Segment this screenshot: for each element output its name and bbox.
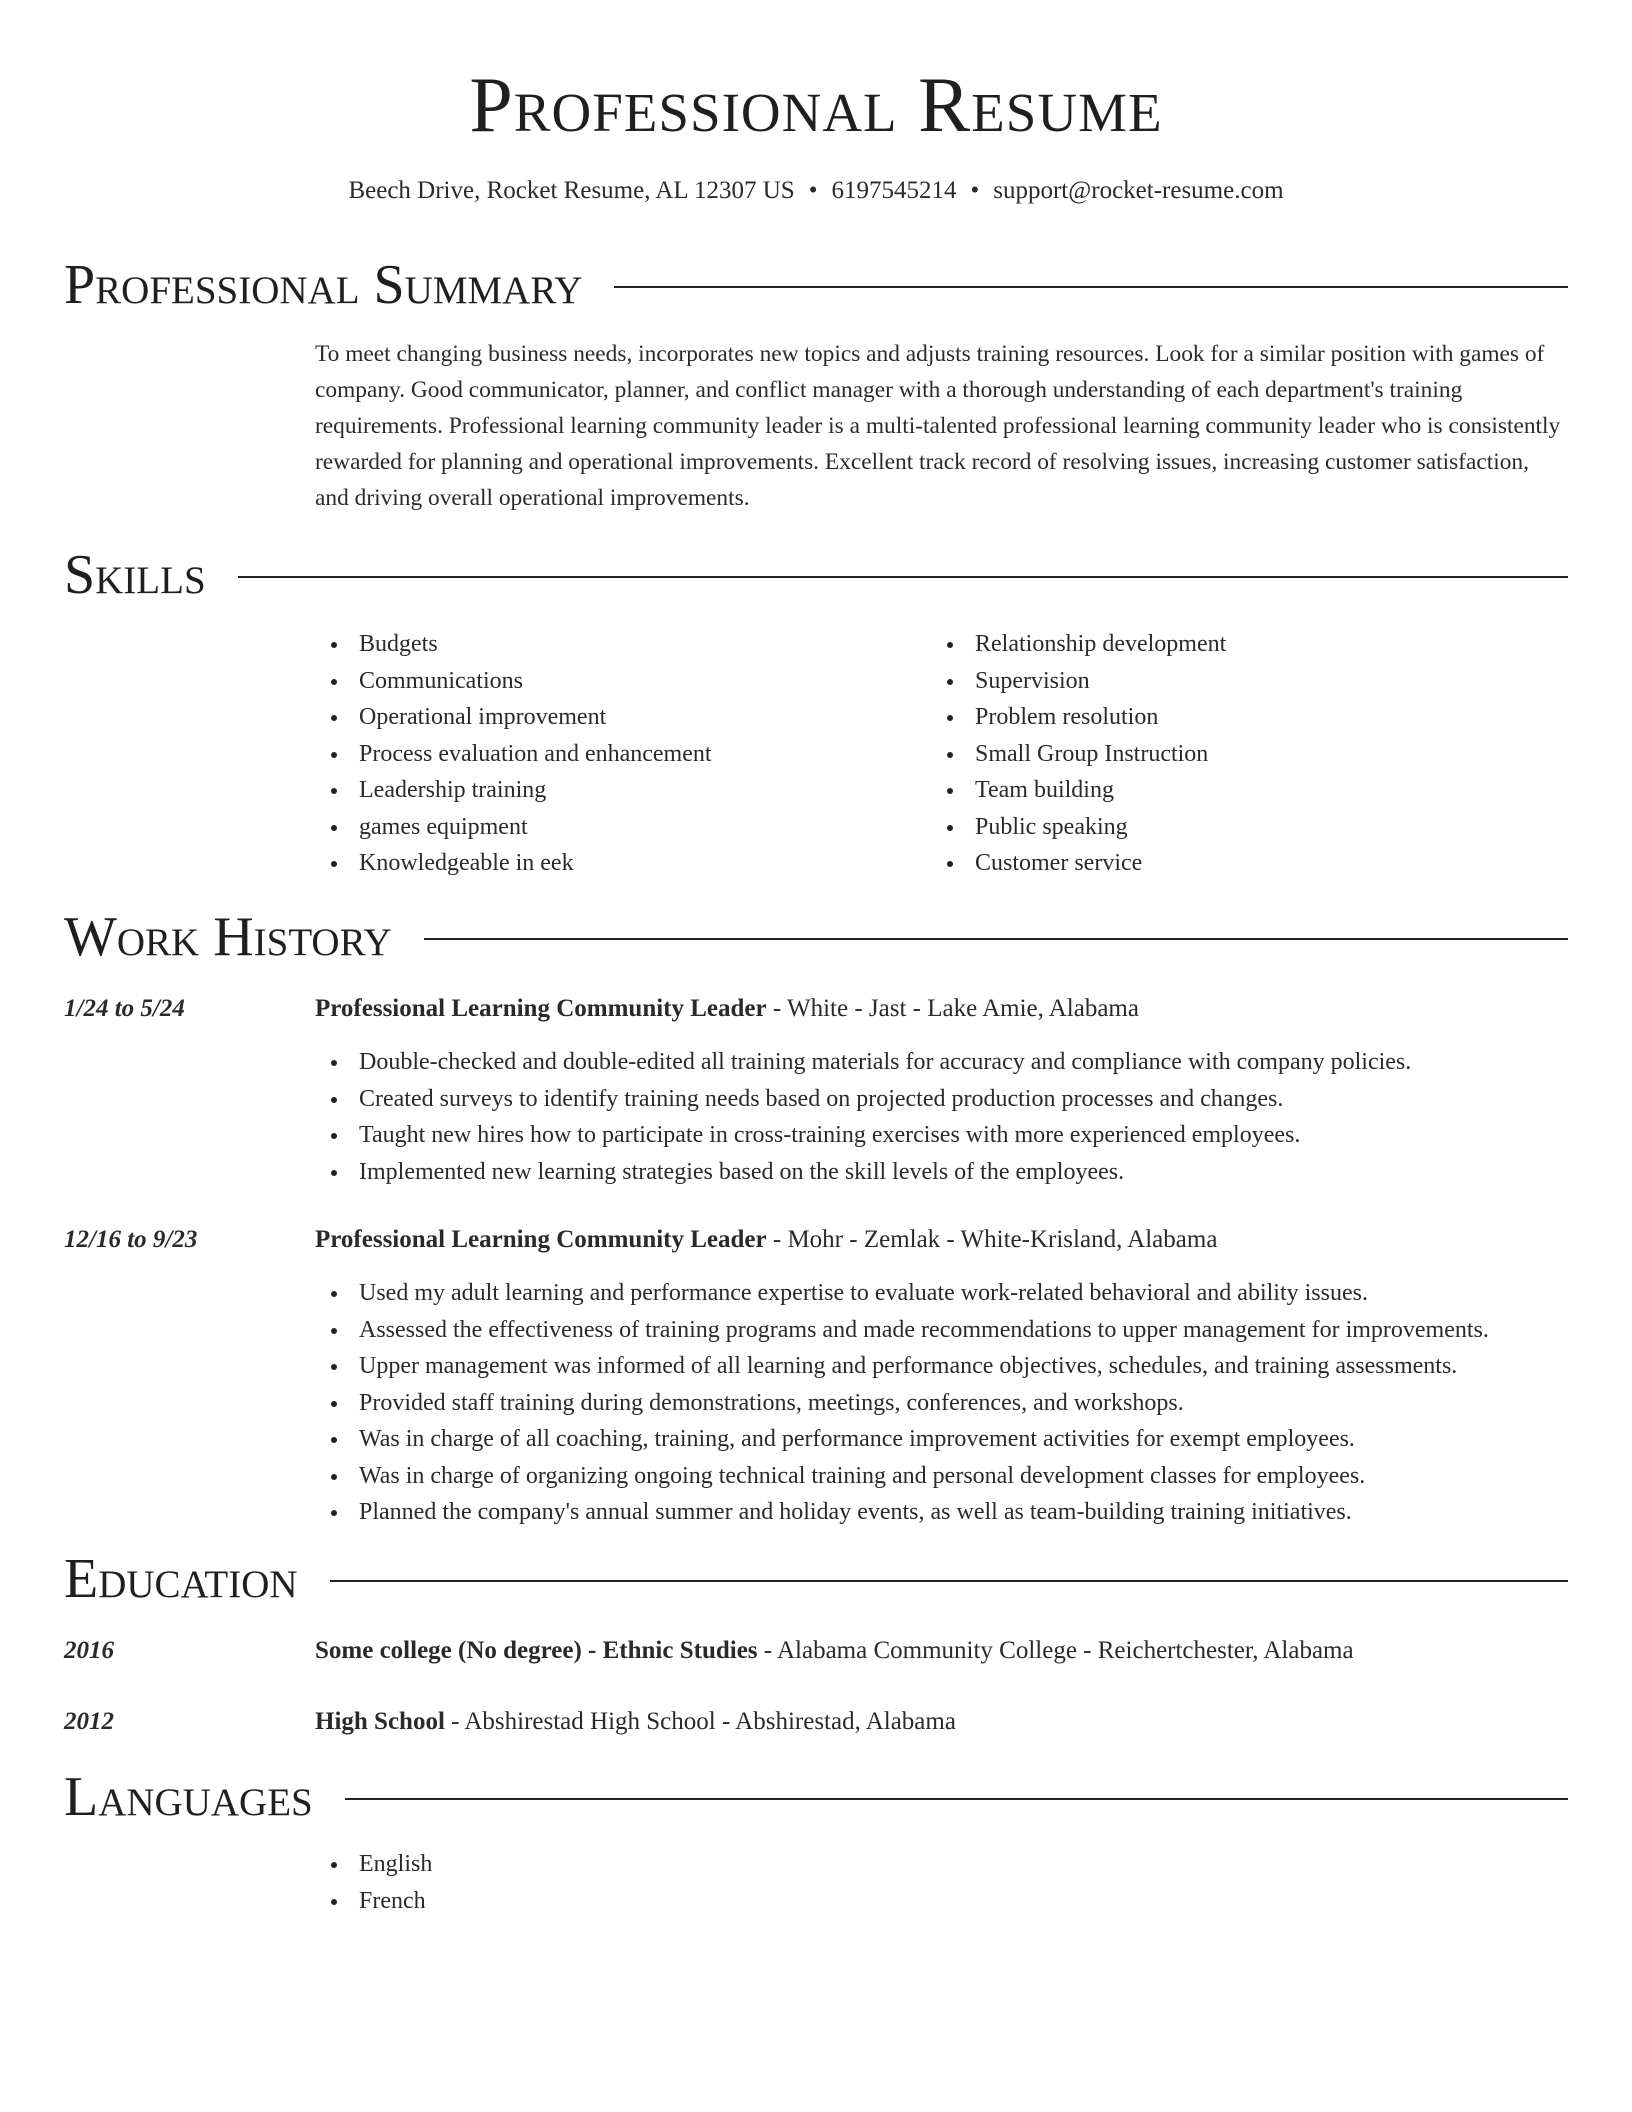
languages-section-header (64, 1766, 1568, 1828)
section-divider (345, 1798, 1568, 1800)
education-degree: Some college (No degree) - Ethnic Studies (315, 1637, 758, 1664)
skills-title: Skills (64, 544, 206, 606)
skill-item: Process evaluation and enhancement (315, 736, 875, 773)
job-bullet: Provided staff training during demonstrations, meetings, conferences, and workshops. (315, 1385, 1568, 1422)
education-school: - Abshirestad High School - Abshirestad, Alabama (444, 1708, 956, 1735)
language-item: English (315, 1846, 1568, 1883)
skills-list-left (315, 626, 875, 882)
skill-item: Relationship development (931, 626, 1491, 663)
job-dates: 12/16 to 9/23 (64, 1226, 198, 1253)
contact-address: Beech Drive, Rocket Resume, AL 12307 US (348, 177, 795, 204)
job-role: Professional Learning Community Leader (315, 995, 767, 1022)
summary-title: Professional Summary (64, 254, 583, 316)
contact-phone: 6197545214 (831, 177, 957, 204)
job-bullet: Taught new hires how to participate in cross-training exercises with more experienced employees. (315, 1117, 1568, 1154)
contact-separator: • (970, 177, 980, 204)
skill-item: Knowledgeable in eek (315, 845, 875, 882)
skill-item: Team building (931, 772, 1491, 809)
skills-list-right (931, 626, 1491, 882)
job-role: Professional Learning Community Leader (315, 1226, 767, 1253)
skill-item: Operational improvement (315, 699, 875, 736)
section-divider (238, 576, 1568, 578)
job-company-location: - White - Jast - Lake Amie, Alabama (766, 995, 1139, 1022)
education-year: 2012 (64, 1708, 114, 1735)
education-degree: High School (315, 1708, 445, 1735)
job-bullet: Implemented new learning strategies based on the skill levels of the employees. (315, 1154, 1568, 1191)
section-divider (330, 1580, 1568, 1582)
job-bullet: Was in charge of organizing ongoing technical training and personal development classes for employees. (315, 1458, 1568, 1495)
resume-name: Professional Resume (469, 61, 1163, 148)
summary-section-header (64, 254, 1568, 316)
contact-email: support@rocket-resume.com (993, 177, 1284, 204)
job-bullets (315, 1275, 1568, 1531)
work-title: Work History (64, 906, 392, 968)
job-bullet: Upper management was informed of all learning and performance objectives, schedules, and training assessments. (315, 1348, 1568, 1385)
job-bullet: Created surveys to identify training needs based on projected production processes and changes. (315, 1081, 1568, 1118)
section-divider (424, 938, 1568, 940)
contact-line (64, 175, 1568, 207)
job-heading (315, 993, 1568, 1025)
education-title: Education (64, 1548, 298, 1610)
education-section-header (64, 1548, 1568, 1610)
language-item: French (315, 1883, 1568, 1920)
section-divider (614, 286, 1568, 288)
skill-item: Budgets (315, 626, 875, 663)
skill-item: Customer service (931, 845, 1491, 882)
education-school: - Alabama Community College - Reichertchester, Alabama (757, 1637, 1354, 1664)
job-bullets (315, 1044, 1568, 1190)
job-company-location: - Mohr - Zemlak - White-Krisland, Alabama (766, 1226, 1218, 1253)
contact-separator: • (808, 177, 818, 204)
job-bullet: Planned the company's annual summer and holiday events, as well as team-building training initiatives. (315, 1494, 1568, 1531)
job-dates: 1/24 to 5/24 (64, 995, 185, 1022)
skill-item: Leadership training (315, 772, 875, 809)
skills-section-header (64, 544, 1568, 606)
work-section-header (64, 906, 1568, 968)
job-bullet: Double-checked and double-edited all training materials for accuracy and compliance with company policies. (315, 1044, 1568, 1081)
job-bullet: Used my adult learning and performance expertise to evaluate work-related behavioral and ability issues. (315, 1275, 1568, 1312)
job-heading (315, 1224, 1568, 1256)
skill-item: Communications (315, 663, 875, 700)
job-bullet: Was in charge of all coaching, training, and performance improvement activities for exempt employees. (315, 1421, 1568, 1458)
job-bullet: Assessed the effectiveness of training programs and made recommendations to upper management for improvements. (315, 1312, 1568, 1349)
skill-item: games equipment (315, 809, 875, 846)
languages-title: Languages (64, 1766, 313, 1828)
skill-item: Problem resolution (931, 699, 1491, 736)
education-year: 2016 (64, 1637, 114, 1664)
skill-item: Small Group Instruction (931, 736, 1491, 773)
education-entry (315, 1635, 1568, 1667)
skill-item: Public speaking (931, 809, 1491, 846)
education-entry (315, 1706, 1568, 1738)
languages-list (315, 1846, 1568, 1919)
summary-text: To meet changing business needs, incorporates new topics and adjusts training resources. Look for a similar position with games of company. Good communicator, planner, and conflict manager with a thorough understanding of each department's training requirements. Professional learning community leader is a multi-talented professional learning community leader who is consistently rewarded for planning and operational improvements. Excellent track record of resolving issues, increasing customer satisfaction, and driving overall operational improvements. (315, 341, 1561, 511)
skill-item: Supervision (931, 663, 1491, 700)
